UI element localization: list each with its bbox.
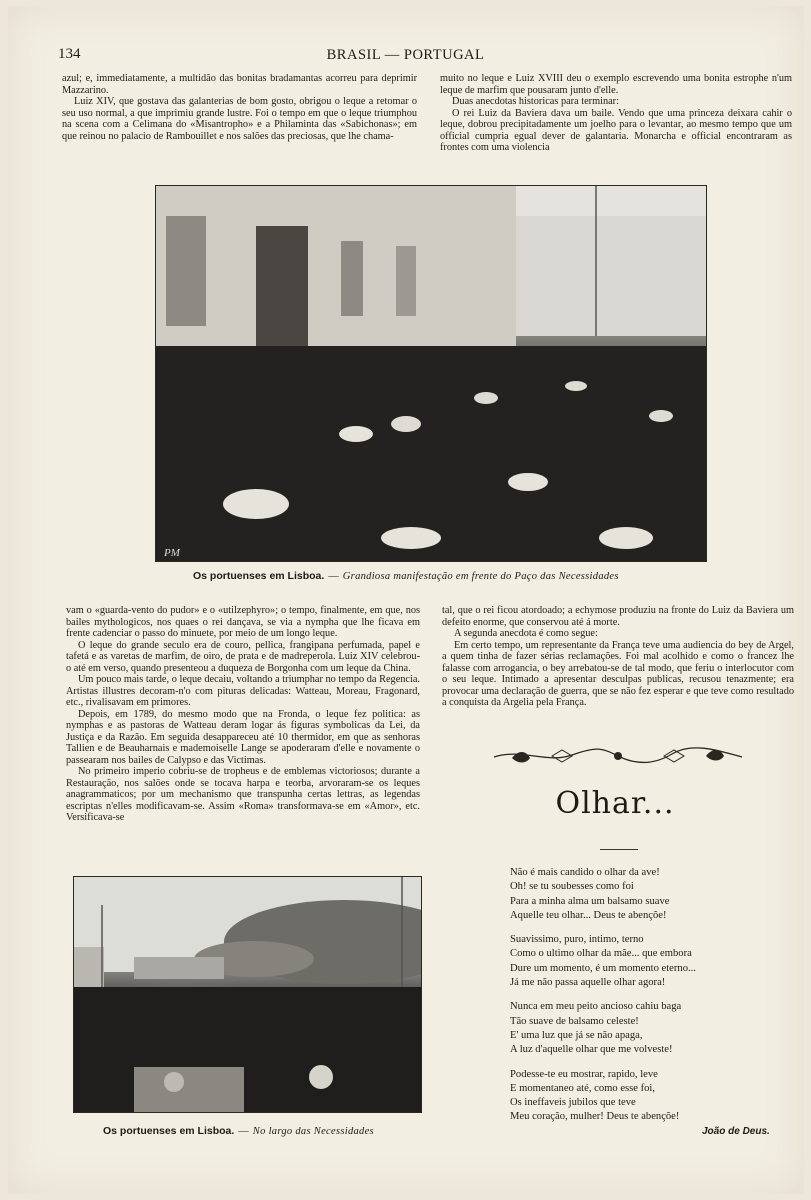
caption-place: Os portuenses em Lisboa. xyxy=(103,1125,235,1137)
poem-line: Já me não passa aquelle olhar agora! xyxy=(510,977,666,989)
paragraph: O rei Luiz da Baviera dava um baile. Vendo que uma princeza deixara cahir o leque, dobrou precipitadamente um joelho para o levantar, ao mesmo tempo que um official cumpria egual dever de galantaria. Monarcha e official encontraram as frontes com uma violencia xyxy=(440,107,792,153)
poem-line: Não é mais candido o olhar da ave! xyxy=(510,867,660,878)
poem-stanza xyxy=(510,1068,696,1125)
top-left-column xyxy=(62,73,417,142)
paragraph: vam o «guarda-vento do pudor» e o «utilzephyro»; o tempo, finalmente, em que, nos bailes mythologicos, nos quaes o rei dançava, se via a nympha que lhe ficava em frente cadenciar o passo do minuete, por meio de um longo leque. xyxy=(66,605,420,639)
paragraph: Duas anecdotas historicas para terminar: xyxy=(452,96,619,107)
poem-line: E' uma luz que já se não apaga, xyxy=(510,1029,643,1041)
poem-line: Nunca em meu peito ancioso cahiu baga xyxy=(510,1001,682,1013)
crowd-photo-palace xyxy=(155,185,707,562)
caption-description: Grandiosa manifestação em frente do Paço das Necessidades xyxy=(342,571,619,582)
paragraph: Luiz XIV, que gostava das galanterias de bom gosto, obrigou o leque a retomar o seu uso normal, a que imprimiu grande lustre. Foi o tempo em que o leque triumphou na scena com a Celimana do «Misantropho» e a Philaminta das «Sabichonas»; em que reinou no palacio de Rambouillet e nos salões das preciosas, que lhe chama- xyxy=(62,96,417,142)
crowd-photo-largo-drawing xyxy=(74,877,421,1112)
poem-line: Oh! se tu soubesses como foi xyxy=(510,881,634,893)
paragraph: tal, que o rei ficou atordoado; a echymose produziu na fronte do Luiz da Baviera um defeito enorme, que conservou até á morte. xyxy=(442,605,794,628)
running-head: BRASIL — PORTUGAL xyxy=(326,47,485,63)
paragraph: muito no leque e Luiz XVIII deu o exemplo escrevendo uma bonita estrophe n'um leque de marfim que pousaram junto d'elle. xyxy=(440,73,792,96)
poem-line: E momentaneo até, como esse foi, xyxy=(510,1082,656,1094)
crowd-photo-palace-drawing xyxy=(156,186,706,561)
paragraph: O leque do grande seculo era de couro, pellica, frangipana perfumada, papel e tafetá e as varetas de marfim, de oiro, de prata e de madreperola. Luiz XIV celebrou-o até em verso, quando presenteou a duqueza de Borgonha com um leque da China. xyxy=(66,639,420,674)
caption-place: Os portuenses em Lisboa. xyxy=(193,570,325,582)
poem-author: João de Deus. xyxy=(702,1126,770,1137)
paragraph: No primeiro imperio cobriu-se de tropheus e de emblemas victoriosos; durante a Restauração, nos salões onde se tocava harpa e teorba, arvoraram-se os leques anagrammaticos; por um mechanismo que transpunha certas lettras, as legendas escriptas n'elles modificavam-se. Assim «Roma» transformava-se em «Amor», etc. Versificava-se xyxy=(66,766,420,823)
caption-separator: — xyxy=(238,1126,249,1137)
poem-line: Podesse-te eu mostrar, rapido, leve xyxy=(510,1068,658,1080)
poem-line: Aquelle teu olhar... Deus te abençõe! xyxy=(510,909,667,921)
poem-line: Meu coração, mulher! Deus te abençõe! xyxy=(510,1111,680,1123)
photo-monogram: PM xyxy=(164,547,180,559)
crowd-photo-largo xyxy=(73,876,422,1113)
caption-description: No largo das Necessidades xyxy=(252,1126,374,1137)
mid-left-column xyxy=(66,605,420,824)
mid-right-column xyxy=(442,605,794,709)
photo-caption xyxy=(103,1125,374,1137)
photo-caption xyxy=(193,570,619,582)
paragraph: Em certo tempo, um representante da França teve uma audiencia do bey de Argel, a quem tinha de fazer sérias reclamações. Foi mal acolhido e como o francez lhe falasse com arrogancia, o bey arrebatou-se de tal modo, que feriu o interlocutor com o seu leque. Intimado a apresentar desculpas publicas, recusou tenazmente; era provocar uma declaração de guerra, que se não fez esperar e que teve como resultado a conquista da Argelia pela França. xyxy=(442,639,794,708)
caption-separator: — xyxy=(328,571,339,582)
poem-line: Tão suave de balsamo celeste! xyxy=(510,1015,639,1027)
poem-line: Dure um momento, é um momento eterno... xyxy=(510,962,696,974)
paragraph: Um pouco mais tarde, o leque decaiu, voltando a triumphar no tempo da Regencia. Artistas illustres decoram-n'o com pituras delicadas: Watteau, Moreau, Fragonard, etc., rivalisavam em primores. xyxy=(66,674,420,708)
paragraph: A segunda anecdota é como segue: xyxy=(454,628,598,639)
poem-line: Como o ultimo olhar da mãe... que embora xyxy=(510,948,692,960)
paragraph: Depois, em 1789, do mesmo modo que na Fronda, o leque fez politica: as nymphas e as pastoras de Watteau deram logar ás figuras symbolicas da Lei, da Justiça e da Razão. Em seguida desappareceu até 10 thermidor, em que as senhoras Tallien e de Beauharnais e mademoiselle Lange se apoderaram d'elle e novamente o passearam nos bailes de Calypso e das Victimas. xyxy=(66,708,420,766)
top-right-column xyxy=(440,73,792,154)
poem-body xyxy=(510,866,696,1135)
ornamental-divider xyxy=(492,744,744,768)
poem-line: Suavissimo, puro, intimo, terno xyxy=(510,934,644,946)
poem-stanza xyxy=(510,1000,696,1057)
poem-line: Os ineffaveis jubilos que teve xyxy=(510,1097,636,1109)
title-rule xyxy=(600,849,638,850)
poem-stanza xyxy=(510,933,696,990)
poem-line: A luz d'aquelle olhar que me volveste! xyxy=(510,1044,673,1056)
poem-stanza xyxy=(510,866,696,923)
page-number: 134 xyxy=(58,46,81,62)
poem-line: Para a minha alma um balsamo suave xyxy=(510,895,670,907)
poem-title: Olhar... xyxy=(555,786,675,821)
paragraph: azul; e, immediatamente, a multidão das bonitas bradamantas acorreu para deprimir Mazzarino. xyxy=(62,73,417,96)
